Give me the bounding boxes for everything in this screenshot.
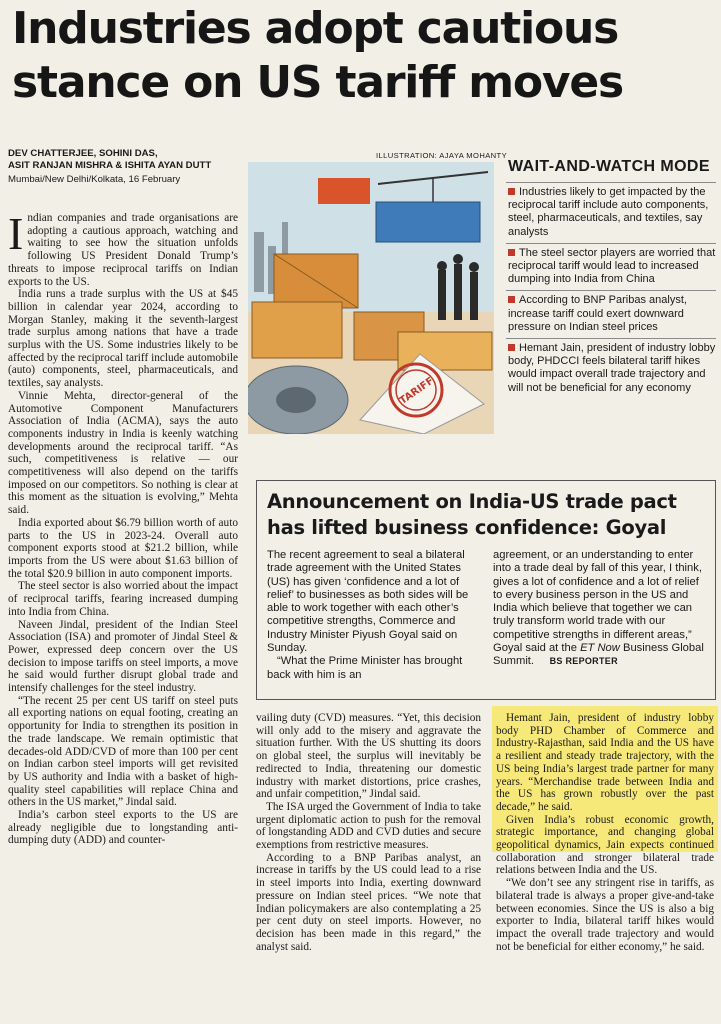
illustration-credit: ILLUSTRATION: AJAYA MOHANTY [376, 151, 508, 160]
goyal-paragraph: agreement, or an understanding to enter into a trade deal by fall of this year, I think, gives a lot of confidence and a lot of relief to every business person in the US and India which believe that together we can truly transform world trade with our competitive strengths in different areas,” Goyal said at the ET Now Business Global Summit. BS REPORTER [493, 549, 704, 668]
dropcap: I [8, 208, 24, 259]
goyal-paragraph: The recent agreement to seal a bilateral trade agreement with the United States (US) has given ‘confidence and a lot of relief’ to businesses as both sides will be able to work together with each other’s competitive strengths, Commerce and Industry Minister Piyush Goyal said on Sunday. [267, 549, 469, 655]
article-paragraph: Hemant Jain, president of industry lobby body PHD Chamber of Commerce and Industry-Rajasthan, said India and the US have a resilient and steady trade trajectory, with the US being India’s largest trade partner for many years. “Merchandise trade between India and the US has grown robustly over the past decade,” he said. [496, 712, 714, 813]
tariff-stamp: TARIFF [397, 375, 436, 407]
goyal-headline-line-2: has lifted business confidence: Goyal [267, 516, 667, 539]
signature: BS REPORTER [549, 656, 618, 667]
article-paragraph: Indian companies and trade organisations are adopting a cautious approach, watching and waiting to see how the situation unfolds following US President Donald Trump’s threats to impose reciprocal tariffs on Indian exports to the US. [8, 208, 238, 288]
article-paragraph: India runs a trade surplus with the US at $45 billion in calendar year 2024, according to Morgan Stanley, making it the seventh-largest trade surplus among nations that have a trade surplus with the US. Some industries likely to be affected by the reciprocal tariff include automobile (auto) components, steel, pharmaceuticals, and textiles, say analysts. [8, 288, 238, 390]
article-column-2 [256, 712, 481, 953]
article-paragraph: India’s carbon steel exports to the US are already negligible due to longstanding anti-dumping duty (ADD) and counter- [8, 809, 238, 847]
byline-authors-2: ASIT RANJAN MISHRA & ISHITA AYAN DUTT [8, 160, 212, 171]
headline-line-2: stance on US tariff moves [12, 57, 623, 108]
goyal-headline [267, 489, 707, 541]
article-paragraph: Vinnie Mehta, director-general of the Automotive Component Manufacturers Association of India (ACMA), says the auto components industry in India is keenly watching developments around the reciprocal tariff. “As such, competitiveness is relative — our competitiveness will also depend on the tariffs imposed on our competitors. So nothing is clear at this moment as the situation is evolving,” Mehta said. [8, 389, 238, 517]
article-paragraph: vailing duty (CVD) measures. “Yet, this decision will only add to the misery and aggravate the situation further. With the US shutting its doors on global steel, the surplus will inevitably be redirected to India, threatening our domestic industry with market distortions, price crashes, and unfair competition,” Jindal said. [256, 712, 481, 801]
article-paragraph: The ISA urged the Government of India to take urgent diplomatic action to push for the removal of longstanding ADD and CVD duties and secure exemptions from restrictive measures. [256, 800, 481, 852]
article-paragraph: The steel sector is also worried about the impact of reciprocal tariffs, fearing increased dumping into India from China. [8, 580, 238, 618]
wait-and-watch-title: WAIT-AND-WATCH MODE [508, 158, 710, 175]
article-paragraph: Given India’s robust economic growth, strategic importance, and changing global geopolitical dynamics, Jain expects continued collaboration and stronger bilateral trade relations between India and the US. [496, 813, 714, 877]
bylines [8, 148, 238, 186]
wait-and-watch-box [506, 158, 716, 438]
article-paragraph: “We don’t see any stringent rise in tariffs, as bilateral trade is always a proper give-and-take between economies. Since the US is also a big exporter to India, bilateral tariff hikes would impact the overall trade trajectory and would not be beneficial for either economy,” he said. [496, 877, 714, 953]
goyal-sidebar-box [256, 480, 716, 700]
bullet-square-icon [508, 344, 515, 351]
wait-and-watch-item: The steel sector players are worried that reciprocal tariff would lead to increased dumping into India from China [506, 243, 716, 291]
illustration [248, 162, 494, 434]
goyal-headline-line-1: Announcement on India-US trade pact [267, 490, 677, 513]
et-now-emphasis: ET Now [580, 642, 620, 655]
article-paragraph: “The recent 25 per cent US tariff on steel puts all exporting nations on equal footing, creating an opportunity for India to strengthen its position in the trade landscape. We remain optimistic that decades-old ADD/CVD of more than 100 per cent on Indian carbon steel imports will get revisited by US authority and India with a basket of high-quality steel capabilities will replace China and others in the US market,” Jindal said. [8, 694, 238, 809]
goyal-column-1 [267, 549, 482, 682]
bullet-square-icon [508, 296, 515, 303]
illustration-art [248, 162, 494, 434]
bullet-square-icon [508, 188, 515, 195]
article-column-3 [496, 712, 714, 953]
article-paragraph: Naveen Jindal, president of the Indian Steel Association (ISA) and promoter of Jindal Steel & Power, expressed deep concern over the US decision to impose tariffs on steel imports, a move he said would further disrupt global trade and intensify challenges for the steel industry. [8, 618, 238, 695]
bullet-square-icon [508, 249, 515, 256]
byline-authors-1: DEV CHATTERJEE, SOHINI DAS, [8, 148, 158, 159]
wait-and-watch-item: Industries likely to get impacted by the reciprocal tariff include auto components, steel, pharmaceuticals, and textiles, say analysts [506, 182, 716, 243]
article-paragraph: According to a BNP Paribas analyst, an increase in tariffs by the US could lead to a rise in steel imports into India, exerting downward pressure on Indian steel prices. “We note that Indian policymakers are also contemplating a 25 per cent duty on steel imports. However, no decision has been made in this regard,” the analyst said. [256, 851, 481, 953]
article-column-1 [8, 208, 238, 847]
article-paragraph: India exported about $6.79 billion worth of auto parts to the US in 2023-24. Overall auto component exports stood at $21.2 billion, while imports from the US were about $1.63 billion of the total $20.9 billion in auto component imports. [8, 516, 238, 580]
headline [12, 2, 712, 110]
goyal-paragraph: “What the Prime Minister has brought back with him is an [267, 655, 463, 681]
goyal-column-2 [493, 549, 707, 669]
wait-and-watch-item: Hemant Jain, president of industry lobby body, PHDCCI feels bilateral tariff hikes would impact overall trade trajectory and will not be beneficial for any economy [506, 338, 716, 399]
headline-line-1: Industries adopt cautious [12, 3, 619, 54]
dateline: Mumbai/New Delhi/Kolkata, 16 February [8, 174, 181, 185]
wait-and-watch-item: According to BNP Paribas analyst, increase tariff could exert downward pressure on Indian steel prices [506, 290, 716, 338]
